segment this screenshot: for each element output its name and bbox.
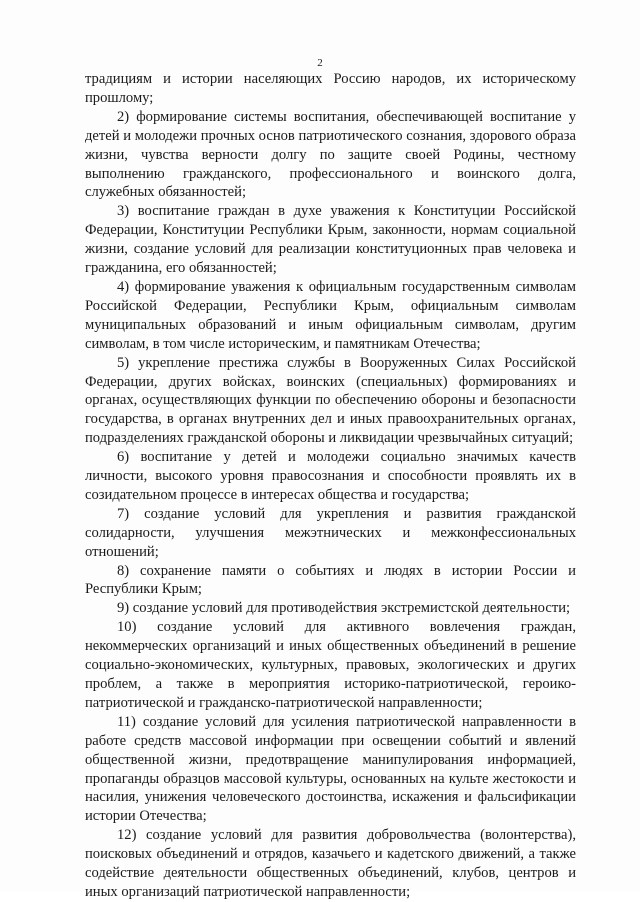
list-item-12: 12) создание условий для развития добровольчества (волонтерства), поисковых объединений и отрядов, казачьего и кадетского движений, а также содействие деятельности общественных объединений, клубов, центров и иных организаций патриотической направленности; <box>85 827 576 900</box>
list-item-7: 7) создание условий для укрепления и развития гражданской солидарности, улучшения межэтнических и межконфессиональных отношений; <box>85 505 576 560</box>
list-item-10: 10) создание условий для активного вовлечения граждан, некоммерческих организаций и иных общественных объединений в решение социально-экономических, культурных, правовых, экологических и других проблем, а также в мероприятия историко-патриотической, героико-патриотической и гражданско-патриотической направленности; <box>85 619 576 711</box>
paragraph-continuation: традициям и истории населяющих Россию народов, их историческому прошлому; <box>85 71 576 106</box>
list-item-8: 8) сохранение памяти о событиях и людях в истории России и Республики Крым; <box>85 562 576 598</box>
list-item-3: 3) воспитание граждан в духе уважения к Конституции Российской Федерации, Конституции Республики Крым, законности, нормам социальной жизни, создание условий для реализации конституционных прав человека и гражданина, его обязанностей; <box>85 203 576 277</box>
list-item-6: 6) воспитание у детей и молодежи социально значимых качеств личности, высокого уровня правосознания и способности проявлять их в созидательном процессе в интересах общества и государства; <box>85 449 576 503</box>
list-item-5: 5) укрепление престижа службы в Вооруженных Силах Российской Федерации, других войсках, воинских (специальных) формированиях и органах, осуществляющих функции по обеспечению обороны и безопасности государства, в органах внутренних дел и иных правоохранительных органах, подразделениях гражданской обороны и ликвидации чрезвычайных ситуаций; <box>85 354 576 447</box>
list-item-4: 4) формирование уважения к официальным государственным символам Российской Федерации, Республики Крым, официальным символам муниципальных образований и иным официальным символам, другим символам, в том числе историческим, и памятникам Отечества; <box>85 278 576 352</box>
page-number: 2 <box>317 57 323 69</box>
list-item-9: 9) создание условий для противодействия экстремистской деятельности; <box>117 600 571 617</box>
list-item-2: 2) формирование системы воспитания, обеспечивающей воспитание у детей и молодежи прочных основ патриотического сознания, здорового образа жизни, чувства верности долгу по защите своей Родины, честному выполнению гражданского, профессионального и воинского долга, служебных обязанностей; <box>85 108 576 201</box>
document-body <box>85 70 576 902</box>
list-item-11: 11) создание условий для усиления патриотической направленности в работе средств массовой информации при освещении событий и явлений общественной жизни, предотвращение манипулирования информацией, пропаганды образцов массовой культуры, основанных на культе жестокости и насилия, унижения человеческого достоинства, искажения и фальсификации истории Отечества; <box>85 713 576 825</box>
